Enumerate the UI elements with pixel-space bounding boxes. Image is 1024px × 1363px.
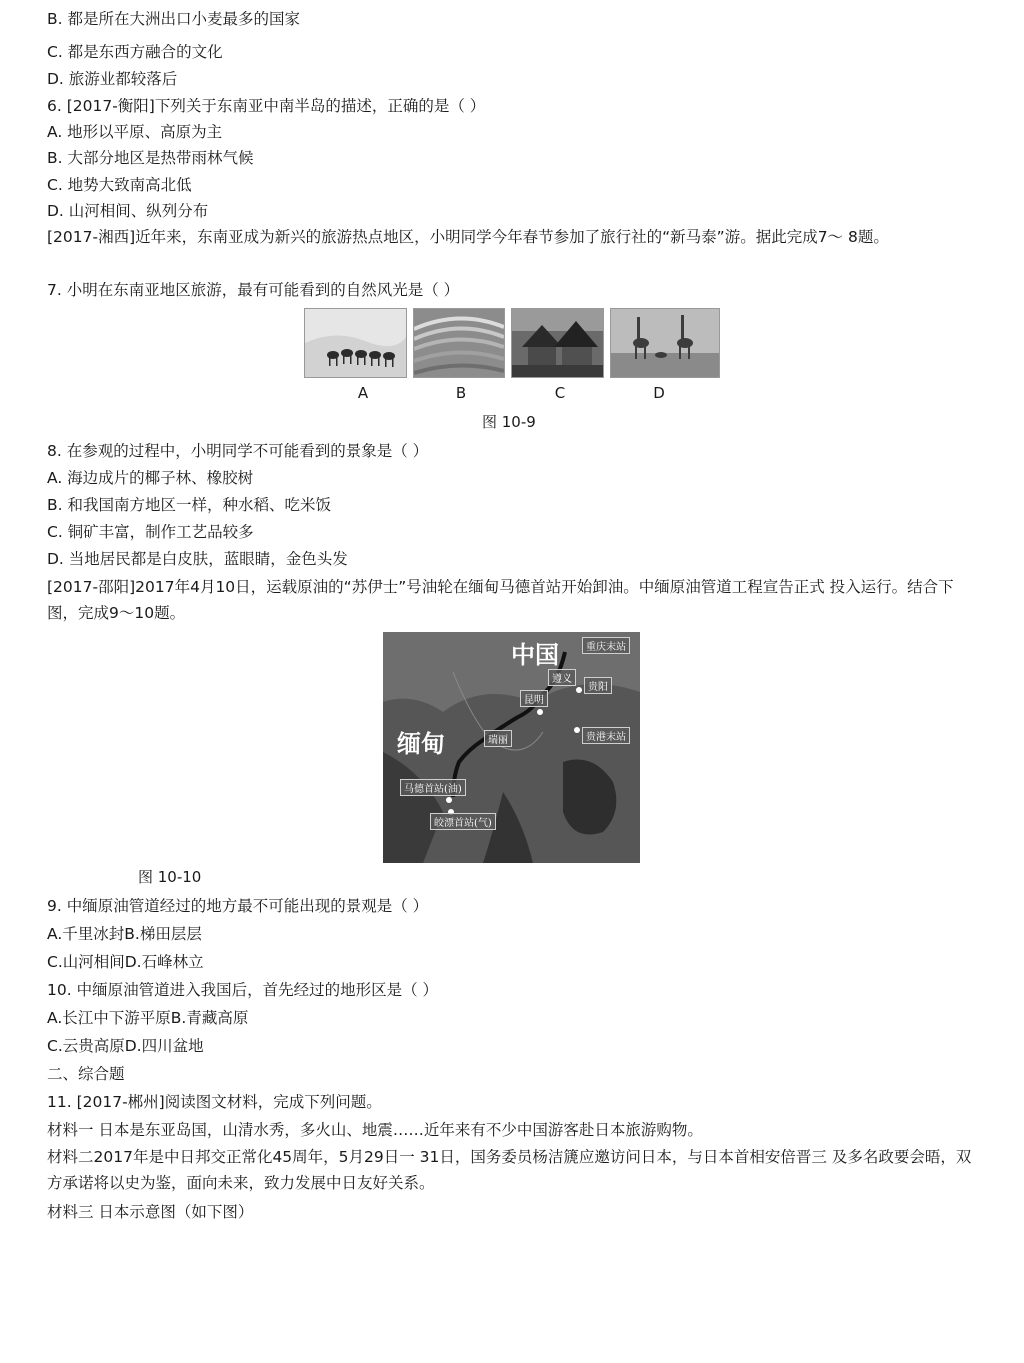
option-a8: A. 海边成片的椰子林、橡胶树: [47, 469, 254, 487]
map-label-kunming: 昆明: [520, 690, 548, 707]
question-11: 11. [2017-郴州]阅读图文材料，完成下列问题。: [47, 1093, 382, 1111]
options-cd10: C.云贵高原D.四川盆地: [47, 1037, 204, 1055]
map-label-jiaopiao: 皎漂首站(气): [430, 813, 496, 830]
option-b6: B. 大部分地区是热带雨林气候: [47, 149, 254, 167]
figure-caption-10-9: 图 10-9: [482, 413, 536, 431]
figure-caption-10-10: 图 10-10: [138, 868, 202, 886]
map-label-zunyi: 遵义: [548, 669, 576, 686]
question-10: 10. 中缅原油管道进入我国后，首先经过的地形区是（ ）: [47, 981, 439, 999]
map-label-china: 中国: [511, 640, 559, 669]
option-a6: A. 地形以平原、高原为主: [47, 123, 223, 141]
question-6: 6. [2017-衡阳]下列关于东南亚中南半岛的描述，正确的是（ ）: [47, 97, 486, 115]
map-label-ruili: 瑞丽: [484, 730, 512, 747]
map-label-guiyang: 贵阳: [584, 677, 612, 694]
option-c6: C. 地势大致南高北低: [47, 176, 192, 194]
photo-c-houses: [511, 308, 604, 378]
map-label-myanmar: 缅甸: [397, 729, 445, 758]
photo-b-terraces: [413, 308, 505, 378]
option-b5: B. 都是所在大洲出口小麦最多的国家: [47, 10, 300, 28]
map-label-chongqing: 重庆末站: [582, 637, 630, 654]
question-7: 7. 小明在东南亚地区旅游，最有可能看到的自然风光是（ ）: [47, 281, 460, 299]
option-d5: D. 旅游业都较落后: [47, 70, 178, 88]
options-ab10: A.长江中下游平原B.青藏高原: [47, 1009, 249, 1027]
pipeline-map: [383, 632, 640, 863]
photo-label-c: C: [554, 384, 566, 402]
material-2: 材料二2017年是中日邦交正常化45周年，5月29日一 31日，国务委员杨洁篪应邀访问日本，与日本首相安倍晋三 及多名政要会晤，双方承诺将以史为鉴，面向未来，致力发展中日友好关系。: [47, 1148, 972, 1192]
section-heading: 二、综合题: [47, 1065, 125, 1083]
material-3: 材料三 日本示意图（如下图）: [47, 1203, 254, 1221]
option-b8: B. 和我国南方地区一样，种水稻、吃米饭: [47, 496, 331, 514]
map-label-guigang: 贵港末站: [582, 727, 630, 744]
material-1: 材料一 日本是东亚岛国，山清水秀，多火山、地震……近年来有不少中国游客赴日本旅游购物。: [47, 1121, 703, 1139]
photo-label-a: A: [357, 384, 369, 402]
map-label-made: 马德首站(油): [400, 779, 466, 796]
option-d6: D. 山河相间、纵列分布: [47, 202, 209, 220]
option-c8: C. 铜矿丰富，制作工艺品较多: [47, 523, 254, 541]
options-cd9: C.山河相间D.石峰林立: [47, 953, 204, 971]
question-9: 9. 中缅原油管道经过的地方最不可能出现的景观是（ ）: [47, 897, 429, 915]
option-d8: D. 当地居民都是白皮肤，蓝眼睛，金色头发: [47, 550, 348, 568]
intro-7-8: [2017-湘西]近年来，东南亚成为新兴的旅游热点地区，小明同学今年春节参加了旅行社的“新马泰”游。据此完成7～ 8题。: [47, 228, 889, 246]
photo-label-d: D: [653, 384, 665, 402]
options-ab9: A.千里冰封B.梯田层层: [47, 925, 202, 943]
option-c5: C. 都是东西方融合的文化: [47, 43, 223, 61]
photo-a-camels: [304, 308, 407, 378]
intro-9-10: [2017-邵阳]2017年4月10日，运载原油的“苏伊士”号油轮在缅甸马德首站开始卸油。中缅原油管道工程宣告正式 投入运行。结合下图，完成9～10题。: [47, 578, 954, 622]
photo-d-giraffes: [610, 308, 720, 378]
photo-label-b: B: [455, 384, 467, 402]
question-8: 8. 在参观的过程中，小明同学不可能看到的景象是（ ）: [47, 442, 429, 460]
